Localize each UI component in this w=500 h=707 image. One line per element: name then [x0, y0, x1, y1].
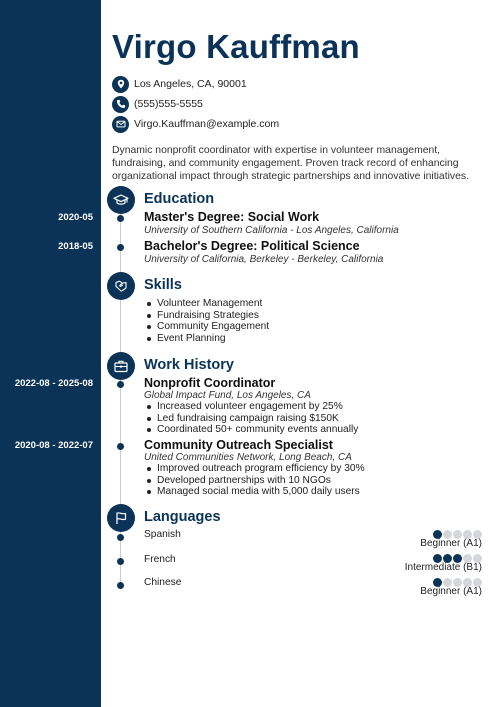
- contact-email[interactable]: [112, 115, 279, 133]
- phone-text: (555)555-5555: [134, 98, 203, 110]
- envelope-icon: [112, 116, 129, 133]
- timeline-dot: [117, 582, 124, 589]
- map-pin-icon: [112, 76, 129, 93]
- education-degree: Bachelor's Degree: Political Science: [144, 239, 360, 253]
- work-bullet: Improved outreach program efficiency by 30%: [144, 463, 365, 475]
- education-degree: Master's Degree: Social Work: [144, 210, 320, 224]
- education-school: University of California, Berkeley - Berkeley, California: [144, 254, 384, 265]
- education-date: 2018-05: [58, 241, 93, 252]
- timeline-dot: [117, 443, 124, 450]
- work-bullets: [144, 463, 365, 498]
- work-role: Nonprofit Coordinator: [144, 376, 276, 390]
- language-level: Beginner (A1): [420, 586, 482, 597]
- work-bullet: Coordinated 50+ community events annually: [144, 424, 358, 436]
- timeline-dot: [117, 215, 124, 222]
- graduation-cap-icon: [107, 186, 135, 214]
- section-title-work-history: Work History: [144, 357, 234, 373]
- timeline-dot: [117, 381, 124, 388]
- work-date: 2022-08 - 2025-08: [14, 378, 93, 389]
- work-bullets: [144, 401, 358, 436]
- work-company: United Communities Network, Long Beach, CA: [144, 452, 352, 463]
- section-title-skills: Skills: [144, 277, 182, 293]
- work-date: 2020-08 - 2022-07: [14, 440, 93, 451]
- contact-location: [112, 75, 247, 93]
- skill-item: Community Engagement: [144, 321, 269, 333]
- briefcase-icon: [107, 352, 135, 380]
- location-text: Los Angeles, CA, 90001: [134, 78, 247, 90]
- work-company: Global Impact Fund, Los Angeles, CA: [144, 390, 311, 401]
- timeline-dot: [117, 558, 124, 565]
- work-bullet: Led fundraising campaign raising $150K: [144, 413, 358, 425]
- language-level: Beginner (A1): [420, 538, 482, 549]
- language-name: Spanish: [144, 529, 181, 540]
- work-bullet: Managed social media with 5,000 daily users: [144, 486, 365, 498]
- skill-item: Event Planning: [144, 333, 269, 345]
- timeline-dot: [117, 534, 124, 541]
- candidate-name: Virgo Kauffman: [112, 28, 360, 65]
- skill-item: Volunteer Management: [144, 298, 269, 310]
- sidebar: [0, 0, 101, 707]
- profile-summary: Dynamic nonprofit coordinator with expertise in volunteer management, fundraising, and community engagement. Proven track record of enhancing organizational impact through strategic partnerships and innovative initiatives.: [112, 145, 469, 182]
- work-bullet: Increased volunteer engagement by 25%: [144, 401, 358, 413]
- section-title-education: Education: [144, 191, 215, 207]
- work-role: Community Outreach Specialist: [144, 438, 333, 452]
- language-level: Intermediate (B1): [404, 562, 482, 573]
- education-school: University of Southern California - Los Angeles, California: [144, 225, 399, 236]
- contact-phone: [112, 95, 203, 113]
- phone-icon: [112, 96, 129, 113]
- section-title-languages: Languages: [144, 509, 221, 525]
- language-name: French: [144, 554, 176, 565]
- skill-item: Fundraising Strategies: [144, 310, 269, 322]
- language-name: Chinese: [144, 577, 182, 588]
- timeline-dot: [117, 244, 124, 251]
- education-date: 2020-05: [58, 212, 93, 223]
- email-link[interactable]: Virgo.Kauffman@example.com: [134, 118, 280, 130]
- work-bullet: Developed partnerships with 10 NGOs: [144, 475, 365, 487]
- flag-icon: [107, 504, 135, 532]
- skills-list: [144, 298, 269, 344]
- handshake-icon: [107, 272, 135, 300]
